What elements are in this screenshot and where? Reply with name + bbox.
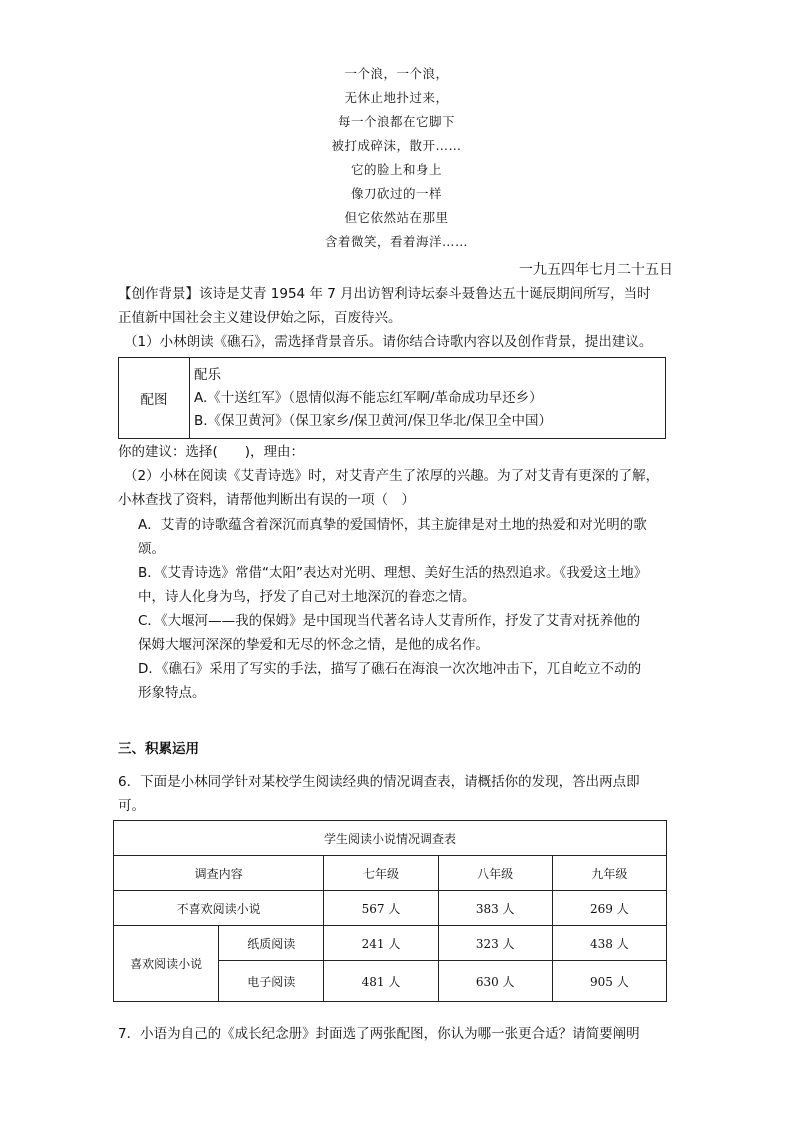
row-dislike-label: 不喜欢阅读小说 [114,891,324,926]
q1-prompt: （1）小林朗读《礁石》，需选择背景音乐。请你结合诗歌内容以及创作背景，提出建议。 [124,334,653,350]
poem-line: 像刀砍过的一样 [350,186,442,201]
cell-value: 905 人 [552,961,666,1002]
q6-line-2: 可。 [118,798,145,814]
poem-line: 含着微笑，看着海洋…… [324,234,468,249]
row-like-label: 喜欢阅读小说 [114,926,219,1002]
poem-line: 无休止地扑过来， [344,90,449,105]
q1-answer-line: 你的建议：选择( )，理由： [118,444,305,460]
cell-value: 241 人 [324,926,438,961]
poem [0,62,793,254]
header-content: 调查内容 [114,856,324,891]
table-head: 配乐 [194,366,221,383]
poem-line: 每一个浪都在它脚下 [337,114,455,129]
q2-option-d-line-2: 形象特点。 [138,685,206,701]
poem-line: 但它依然站在那里 [344,210,449,225]
q2-option-a-line-2: 颂。 [138,541,165,557]
poem-line: 一个浪，一个浪， [344,66,449,81]
header-grade-8: 八年级 [438,856,552,891]
cell-value: 383 人 [438,891,552,926]
music-option-a: A.《十送红军》（恩情似海不能忘红军啊/革命成功早还乡） [194,389,543,406]
q2-line-1: （2）小林在阅读《艾青诗选》时，对艾青产生了浓厚的兴趣。为了对艾青有更深的了解， [124,468,660,484]
header-grade-9: 九年级 [552,856,666,891]
cell-value: 567 人 [324,891,438,926]
background-line-2: 正值新中国社会主义建设伊始之际，百废待兴。 [118,310,402,326]
poem-line: 它的脸上和身上 [350,162,442,177]
survey-title: 学生阅读小说情况调查表 [114,821,667,856]
q2-option-c-line-2: 保姆大堰河深深的挚爱和无尽的怀念之情，是他的成名作。 [138,637,489,653]
cell-value: 269 人 [552,891,666,926]
cell-value: 438 人 [552,926,666,961]
table-content [190,358,666,439]
music-option-b: B.《保卫黄河》（保卫家乡/保卫黄河/保卫华北/保卫全中国） [194,412,552,429]
header-grade-7: 七年级 [324,856,438,891]
cell-value: 481 人 [324,961,438,1002]
q7-line-1: 7．小语为自己的《成长纪念册》封面选了两张配图，你认为哪一张更合适？请简要阐明 [118,1026,640,1042]
cell-value: 630 人 [438,961,552,1002]
poem-date: 一九五四年七月二十五日 [519,262,673,278]
sub-digital-label: 电子阅读 [219,961,324,1002]
sub-paper-label: 纸质阅读 [219,926,324,961]
q2-line-2: 小林查找了资料，请帮他判断出有误的一项（ ） [118,492,415,508]
q2-option-b-line-1: B．《艾青诗选》常借“太阳”表达对光明、理想、美好生活的热烈追求。《我爱这土地》 [138,565,648,581]
table-label: 配图 [119,358,190,439]
poem-line: 被打成碎沫，散开…… [331,138,462,153]
q2-option-b-line-2: 中，诗人化身为鸟，抒发了自己对土地深沉的眷恋之情。 [138,589,476,605]
survey-table [113,820,667,1002]
section-heading: 三、积累运用 [118,741,199,757]
q2-option-c-line-1: C．《大堰河——我的保姆》是中国现当代著名诗人艾青所作，抒发了艾青对抚养他的 [138,613,641,629]
cell-value: 323 人 [438,926,552,961]
music-choice-table [118,357,666,439]
background-line-1: 【创作背景】该诗是艾青 1954 年 7 月出访智利诗坛泰斗聂鲁达五十诞辰期间所写，当时 [118,286,651,302]
q6-line-1: 6．下面是小林同学针对某校学生阅读经典的情况调查表，请概括你的发现，答出两点即 [118,774,640,790]
q2-option-d-line-1: D．《礁石》采用了写实的手法，描写了礁石在海浪一次次地冲击下，兀自屹立不动的 [138,661,642,677]
q2-option-a-line-1: A．艾青的诗歌蕴含着深沉而真挚的爱国情怀，其主旋律是对土地的热爱和对光明的歌 [138,517,647,533]
